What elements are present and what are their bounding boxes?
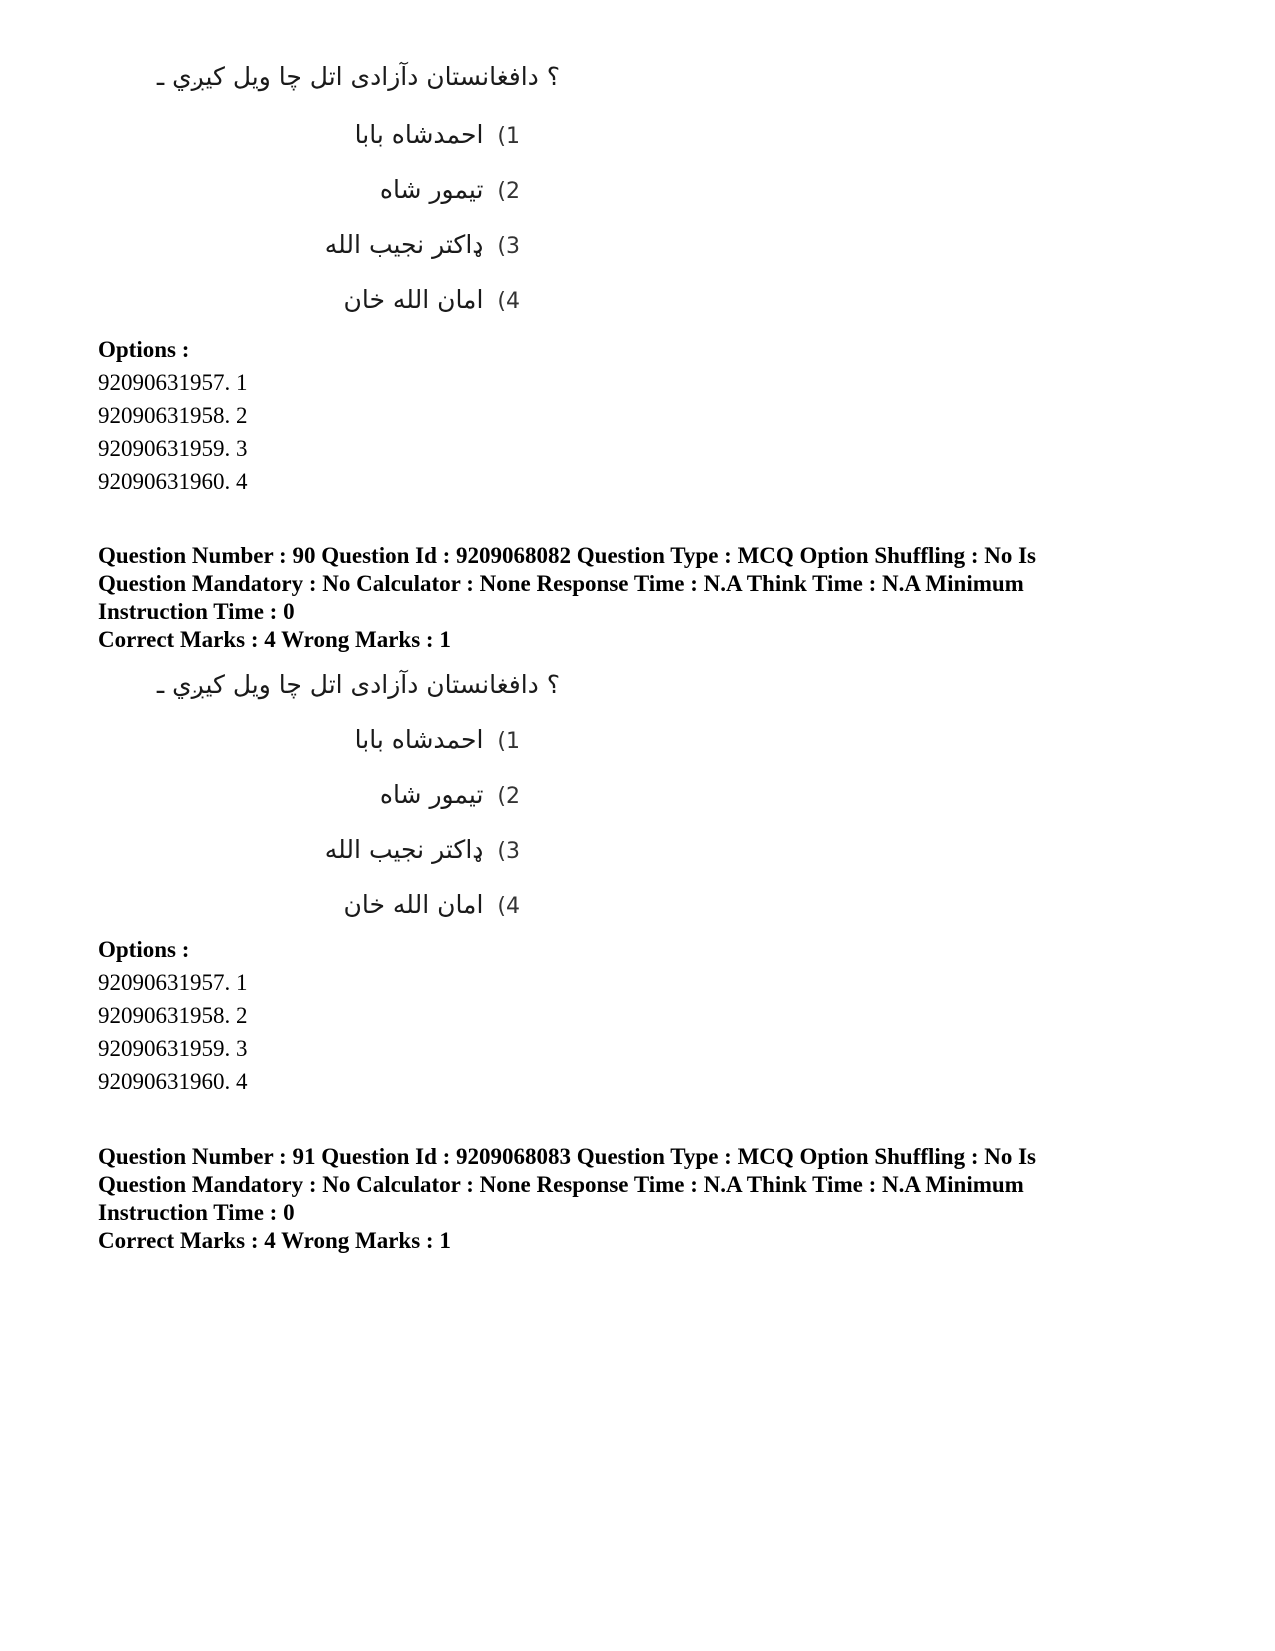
choice-number: 1) bbox=[497, 729, 520, 754]
option-1: 92090631957. 1 bbox=[98, 370, 248, 395]
choice-4 bbox=[344, 285, 520, 314]
choice-text: احمدشاه بابا bbox=[354, 725, 484, 754]
option-1: 92090631957. 1 bbox=[98, 970, 248, 995]
choice-text: امان الله خان bbox=[343, 890, 484, 919]
header-line-1: Question Number : 90 Question Id : 9209068082 Question Type : MCQ Option Shuffling : No Is bbox=[98, 543, 1037, 568]
choice-text: امان الله خان bbox=[343, 285, 484, 314]
header-line-2: Question Mandatory : No Calculator : None Response Time : N.A Think Time : N.A Minimum bbox=[98, 1172, 1024, 1197]
choice-text: تیمور شاه bbox=[379, 175, 484, 204]
marks-91: Correct Marks : 4 Wrong Marks : 1 bbox=[98, 1228, 451, 1253]
question-text: ؟ دافغانستان دآزادی اتل چا ویل کیږي ـ bbox=[156, 62, 560, 91]
choice-number: 2) bbox=[497, 784, 520, 809]
header-line-3: Instruction Time : 0 bbox=[98, 1200, 295, 1225]
question-text: ؟ دافغانستان دآزادی اتل چا ویل کیږي ـ bbox=[156, 670, 560, 699]
options-label: Options : bbox=[98, 337, 190, 362]
choice-number: 1) bbox=[497, 124, 520, 149]
choice-number: 3) bbox=[497, 839, 520, 864]
choice-number: 4) bbox=[497, 289, 520, 314]
question-image-90 bbox=[120, 670, 580, 940]
option-4: 92090631960. 4 bbox=[98, 1069, 248, 1094]
choice-text: ډاکتر نجیب الله bbox=[324, 835, 484, 864]
options-label: Options : bbox=[98, 937, 190, 962]
option-3: 92090631959. 3 bbox=[98, 1036, 248, 1061]
choice-2 bbox=[380, 780, 520, 809]
option-2: 92090631958. 2 bbox=[98, 1003, 248, 1028]
header-line-2: Question Mandatory : No Calculator : None Response Time : N.A Think Time : N.A Minimum bbox=[98, 571, 1024, 596]
option-4: 92090631960. 4 bbox=[98, 469, 248, 494]
option-2: 92090631958. 2 bbox=[98, 403, 248, 428]
choice-3 bbox=[325, 835, 520, 864]
header-line-3: Instruction Time : 0 bbox=[98, 599, 295, 624]
choice-2 bbox=[380, 175, 520, 204]
marks-90: Correct Marks : 4 Wrong Marks : 1 bbox=[98, 627, 451, 652]
choice-number: 4) bbox=[497, 894, 520, 919]
option-3: 92090631959. 3 bbox=[98, 436, 248, 461]
choice-number: 3) bbox=[497, 234, 520, 259]
choice-4 bbox=[344, 890, 520, 919]
question-header-91 bbox=[98, 1143, 1178, 1227]
choice-text: احمدشاه بابا bbox=[354, 120, 484, 149]
choice-1 bbox=[355, 725, 520, 754]
header-line-1: Question Number : 91 Question Id : 9209068083 Question Type : MCQ Option Shuffling : No Is bbox=[98, 1144, 1037, 1169]
choice-3 bbox=[325, 230, 520, 259]
question-image-block1 bbox=[120, 62, 580, 332]
question-header-90 bbox=[98, 542, 1178, 626]
choice-1 bbox=[355, 120, 520, 149]
choice-text: تیمور شاه bbox=[379, 780, 484, 809]
choice-number: 2) bbox=[497, 179, 520, 204]
choice-text: ډاکتر نجیب الله bbox=[324, 230, 484, 259]
